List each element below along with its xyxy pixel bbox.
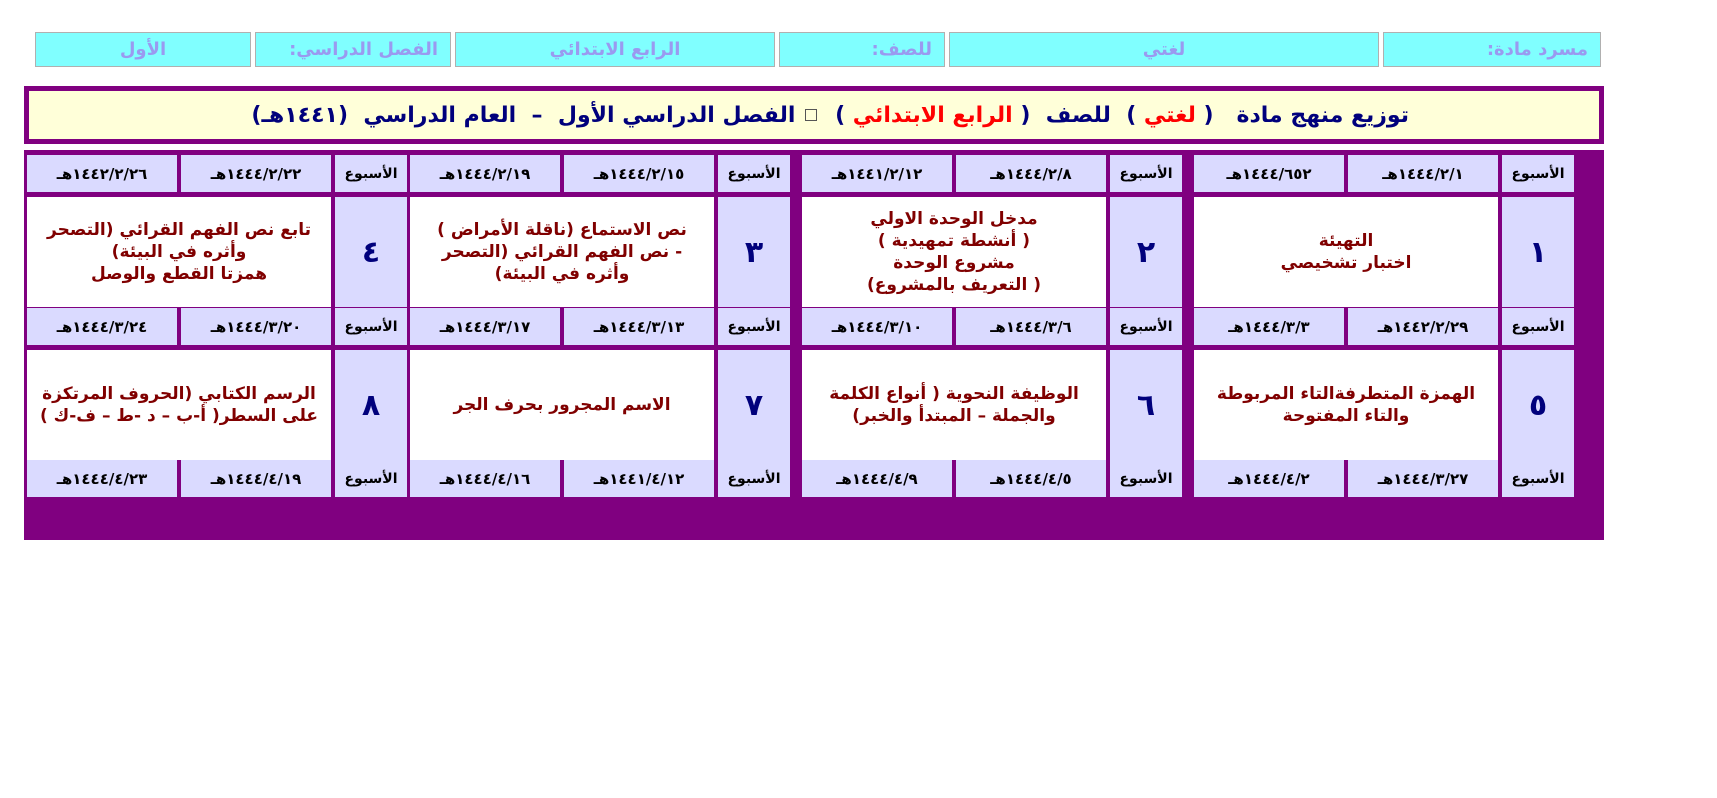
week-number: ٦ (1110, 350, 1182, 460)
title-grade: الرابع الابتدائي (852, 102, 1013, 128)
week-content (1194, 350, 1498, 460)
week-date-end: ١٤٤٢/٢/٢٦هـ (27, 155, 177, 192)
week-content-lines (40, 383, 318, 427)
subject-label: مسرد مادة: (1383, 32, 1601, 67)
title-part-2: ) للصف ( (1012, 102, 1144, 128)
week-number: ٧ (718, 350, 790, 460)
week-content-line: الوظيفة النحوية ( أنواع الكلمة (829, 384, 1079, 404)
week-content (1194, 197, 1498, 307)
week-content-line: نص الاستماع (ناقلة الأمراض ) (437, 220, 687, 240)
week-label: الأسبوع (1502, 308, 1574, 345)
week-date-start: ١٤٤٤/٢/٢٢هـ (181, 155, 331, 192)
week-date-start: ١٤٤٤/٢/١٥هـ (564, 155, 714, 192)
title-part-1: توزيع منهج مادة ( (1195, 102, 1409, 128)
week-content-line: ( التعريف بالمشروع) (867, 275, 1041, 295)
week-date-start: ١٤٤٢/٢/٢٩هـ (1348, 308, 1498, 345)
week-label: الأسبوع (1110, 308, 1182, 345)
week-content-line: الرسم الكتابي (الحروف المرتكزة (42, 384, 316, 404)
title-banner (24, 86, 1604, 144)
week-content (410, 350, 714, 460)
week-content-line: والتاء المفتوحة (1282, 406, 1410, 426)
week-number: ٥ (1502, 350, 1574, 460)
term-value: الأول (35, 32, 251, 67)
title-subject: لغتي (1143, 102, 1196, 128)
week-date-start: ١٤٤١/٤/١٢هـ (564, 460, 714, 497)
week-label: الأسبوع (1502, 155, 1574, 192)
week-content (27, 350, 331, 460)
week-content-line: وأثره في البيئة) (111, 242, 247, 262)
week-date-start: ١٤٤٤/٣/٦هـ (956, 308, 1106, 345)
week-date-start: ١٤٤٤/٣/٢٧هـ (1348, 460, 1498, 497)
week-content-line: تابع نص الفهم القرائي (التصحر (47, 220, 311, 240)
title-part-3: ) (827, 102, 853, 128)
week-content-line: ( أنشطة تمهيدية ) (877, 231, 1031, 251)
week-content-lines (453, 394, 670, 416)
week-label: الأسبوع (335, 460, 407, 497)
week-label: الأسبوع (1110, 155, 1182, 192)
week-content-lines (867, 208, 1041, 296)
week-content-line: مدخل الوحدة الاولي (870, 209, 1038, 229)
week-date-start: ١٤٤٤/٣/١٣هـ (564, 308, 714, 345)
checkbox-glyph (805, 109, 817, 121)
week-date-end: ١٤٤٤/٤/٩هـ (802, 460, 952, 497)
week-number: ٣ (718, 197, 790, 307)
week-date-end: ١٤٤٤/٤/١٦هـ (410, 460, 560, 497)
week-label: الأسبوع (1502, 460, 1574, 497)
week-date-end: ١٤٤٤/٤/٢٣هـ (27, 460, 177, 497)
week-number: ٤ (335, 197, 407, 307)
week-content-lines (1281, 230, 1412, 274)
week-date-end: ١٤٤٤/٣/١٠هـ (802, 308, 952, 345)
week-number: ٨ (335, 350, 407, 460)
week-label: الأسبوع (335, 308, 407, 345)
week-label: الأسبوع (718, 155, 790, 192)
week-content-line: اختبار تشخيصي (1280, 253, 1412, 273)
grade-value: الرابع الابتدائي (455, 32, 775, 67)
week-number: ١ (1502, 197, 1574, 307)
info-bar (27, 32, 1601, 67)
week-date-end: ١٤٤٤/٣/٣هـ (1194, 308, 1344, 345)
week-content (802, 350, 1106, 460)
week-content (27, 197, 331, 307)
weeks-table (24, 150, 1604, 540)
grade-label: للصف: (779, 32, 945, 67)
week-number: ٢ (1110, 197, 1182, 307)
week-label: الأسبوع (718, 308, 790, 345)
week-date-end: ١٤٤٤/٣/٢٤هـ (27, 308, 177, 345)
week-date-start: ١٤٤٤/٣/٢٠هـ (181, 308, 331, 345)
week-content-line: مشروع الوحدة (893, 253, 1015, 273)
week-date-end: ١٤٤٤/٣/١٧هـ (410, 308, 560, 345)
subject-value: لغتي (949, 32, 1379, 67)
week-content-line: وأثره في البيئة) (494, 264, 630, 284)
week-label: الأسبوع (335, 155, 407, 192)
week-content-lines (829, 383, 1079, 427)
week-label: الأسبوع (718, 460, 790, 497)
week-content-line: همزتا القطع والوصل (90, 264, 268, 284)
week-date-end: ١٤٤٤/٦٥٢هـ (1194, 155, 1344, 192)
week-content-line: - نص الفهم القرائي (التصحر (441, 242, 683, 262)
week-date-end: ١٤٤١/٢/١٢هـ (802, 155, 952, 192)
term-label: الفصل الدراسي: (255, 32, 451, 67)
week-date-start: ١٤٤٤/٤/٥هـ (956, 460, 1106, 497)
week-date-end: ١٤٤٤/٤/٢هـ (1194, 460, 1344, 497)
week-content-line: الاسم المجرور بحرف الجر (453, 395, 671, 415)
week-date-end: ١٤٤٤/٢/١٩هـ (410, 155, 560, 192)
week-content-line: الهمزة المتطرفةالتاء المربوطة (1216, 384, 1476, 404)
week-content-line: على السطر( أ-ب – د -ط – ف-ك ) (39, 406, 319, 426)
week-content-line: والجملة – المبتدأ والخبر) (852, 406, 1056, 426)
week-content-lines (437, 219, 687, 285)
title-part-4: الفصل الدراسي الأول – العام الدراسي (١٤٤١هـ) (251, 102, 796, 128)
week-date-start: ١٤٤٤/٤/١٩هـ (181, 460, 331, 497)
week-content-lines (47, 219, 311, 285)
week-label: الأسبوع (1110, 460, 1182, 497)
week-content-lines (1217, 383, 1475, 427)
week-content-line: التهيئة (1318, 231, 1374, 251)
week-date-start: ١٤٤٤/٢/٨هـ (956, 155, 1106, 192)
week-date-start: ١٤٤٤/٢/١هـ (1348, 155, 1498, 192)
week-content (410, 197, 714, 307)
week-content (802, 197, 1106, 307)
